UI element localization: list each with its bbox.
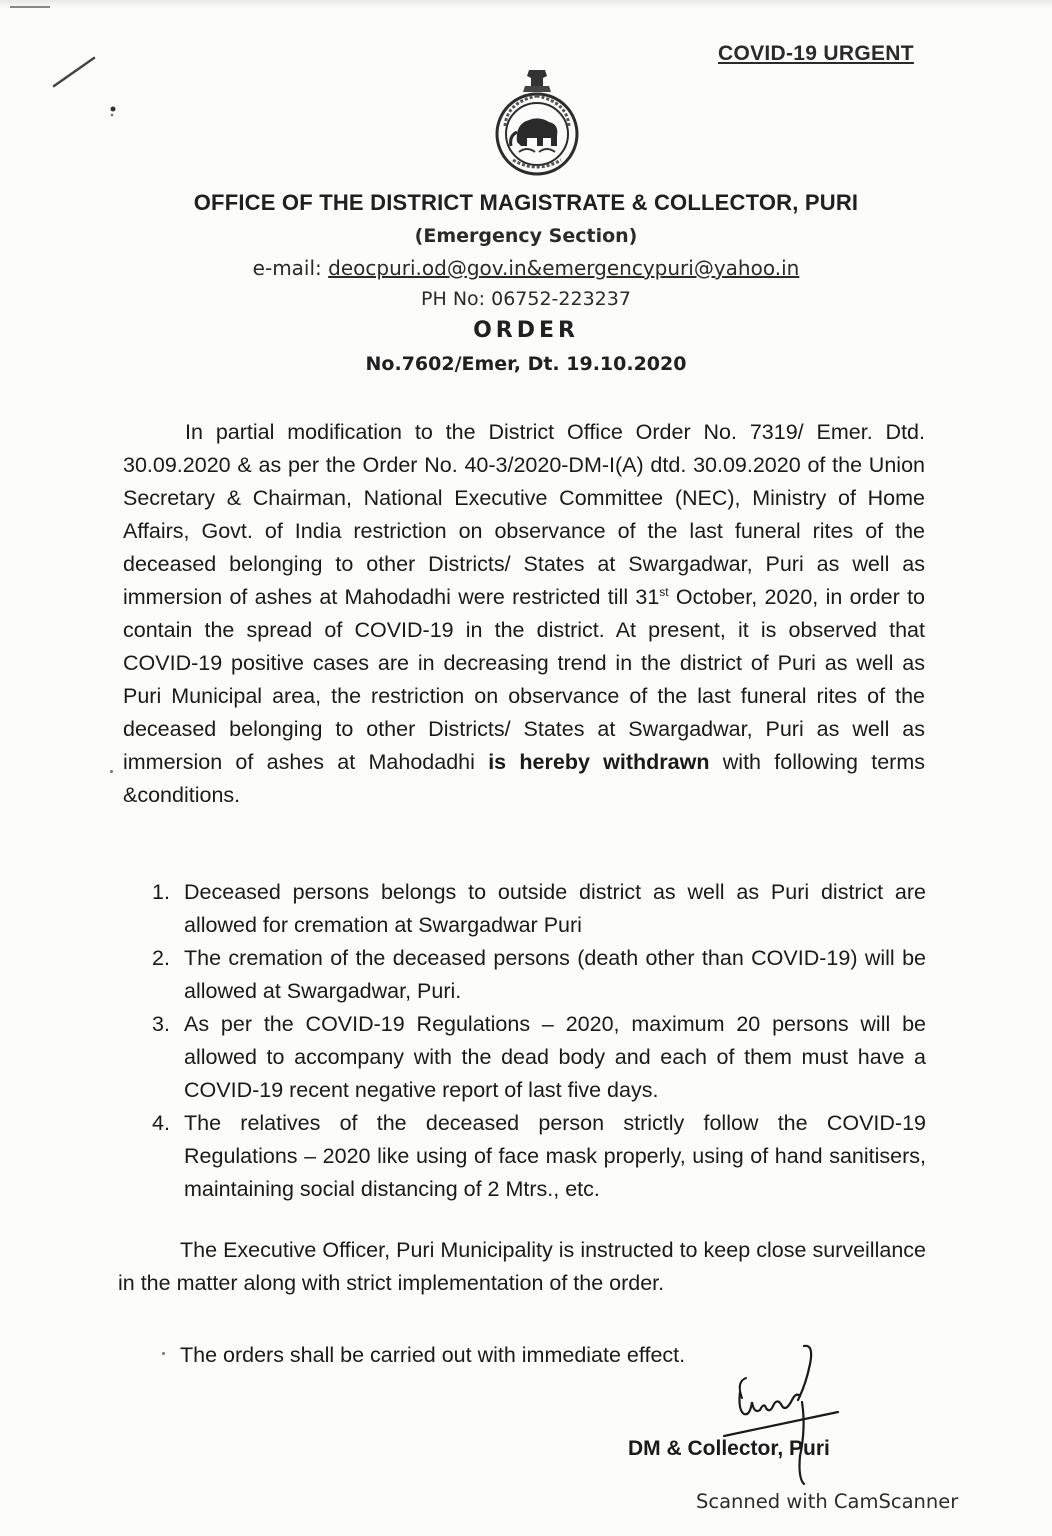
list-item-text: As per the COVID-19 Regulations – 2020, maximum 20 persons will be allowed to accompany with the dead body and each of them must have a COVID-19 recent negative report of last five days. [184, 1012, 926, 1102]
list-item-text: Deceased persons belongs to outside district as well as Puri district are allowed for cremation at Swargadwar Puri [184, 880, 926, 937]
list-item-text: The relatives of the deceased person strictly follow the COVID-19 Regulations – 2020 like using of face mask properly, using of hand sanitisers, maintaining social distancing of 2 Mtrs., etc. [184, 1111, 926, 1201]
list-item-number: 3. [152, 1012, 170, 1036]
order-title: ORDER [473, 318, 579, 343]
list-item-text: The cremation of the deceased persons (death other than COVID-19) will be allowed at Swargadwar, Puri. [184, 946, 926, 1003]
date-ordinal-suffix: st [659, 584, 669, 599]
ink-dot-mark [108, 104, 118, 118]
odisha-state-emblem-icon [487, 66, 587, 176]
handwritten-signature [720, 1338, 870, 1488]
office-heading: OFFICE OF THE DISTRICT MAGISTRATE & COLLECTOR, PURI [193, 190, 859, 215]
list-item-number: 4. [152, 1111, 170, 1135]
instruction-paragraph: The Executive Officer, Puri Municipality is instructed to keep close surveillance in the matter along with strict implementation of the order. [118, 1238, 926, 1295]
list-item-number: 2. [152, 946, 170, 970]
camscanner-watermark: Scanned with CamScanner [696, 1490, 959, 1513]
intro-paragraph [123, 416, 925, 812]
scan-edge-mark [10, 6, 50, 8]
withdrawn-emphasis: is hereby withdrawn [488, 750, 710, 774]
phone-line: PH No: 06752-223237 [421, 288, 631, 310]
intro-text-3: with following terms &conditions. [123, 750, 925, 807]
conditions-list [140, 876, 926, 1206]
intro-text-1: In partial modification to the District Office Order No. 7319/ Emer. Dtd. 30.09.2020 & as per the Order No. 40-3/2020-DM-I(A) dtd. 30.09.2020 of the Union Secretary & Chairman, National Executive Committee (NEC), Ministry of Home Affairs, Govt. of India restriction on observance of the last funeral rites of the deceased belonging to other Districts/ States at Swargadwar, Puri as well as immersion of ashes at Mahodadhi were restricted till 31 [123, 420, 925, 609]
ink-speck [162, 1352, 165, 1355]
list-item [140, 1008, 926, 1107]
effect-statement: The orders shall be carried out with immediate effect. [180, 1343, 686, 1367]
email-label: e-mail: [252, 256, 329, 280]
list-item [140, 876, 926, 942]
list-item-number: 1. [152, 880, 170, 904]
signatory-title: DM & Collector, Puri [628, 1437, 830, 1460]
email-line [0, 256, 1052, 280]
ink-speck [110, 770, 113, 773]
section-subheading: (Emergency Section) [414, 225, 638, 247]
scan-top-edge [0, 0, 1052, 8]
pen-stroke-mark [50, 52, 100, 92]
list-item [140, 1107, 926, 1206]
email-address: deocpuri.od@gov.in&emergencypuri@yahoo.in [328, 256, 800, 280]
list-item [140, 942, 926, 1008]
intro-text-2: October, 2020, in order to contain the spread of COVID-19 in the district. At present, it is observed that COVID-19 positive cases are in decreasing trend in the district of Puri as well as Puri Municipal area, the restriction on observance of the last funeral rites of the deceased belonging to other Districts/ States at Swargadwar, Puri as well as immersion of ashes at Mahodadhi [123, 585, 925, 774]
order-number: No.7602/Emer, Dt. 19.10.2020 [365, 353, 687, 375]
urgent-stamp: COVID-19 URGENT [718, 42, 914, 65]
